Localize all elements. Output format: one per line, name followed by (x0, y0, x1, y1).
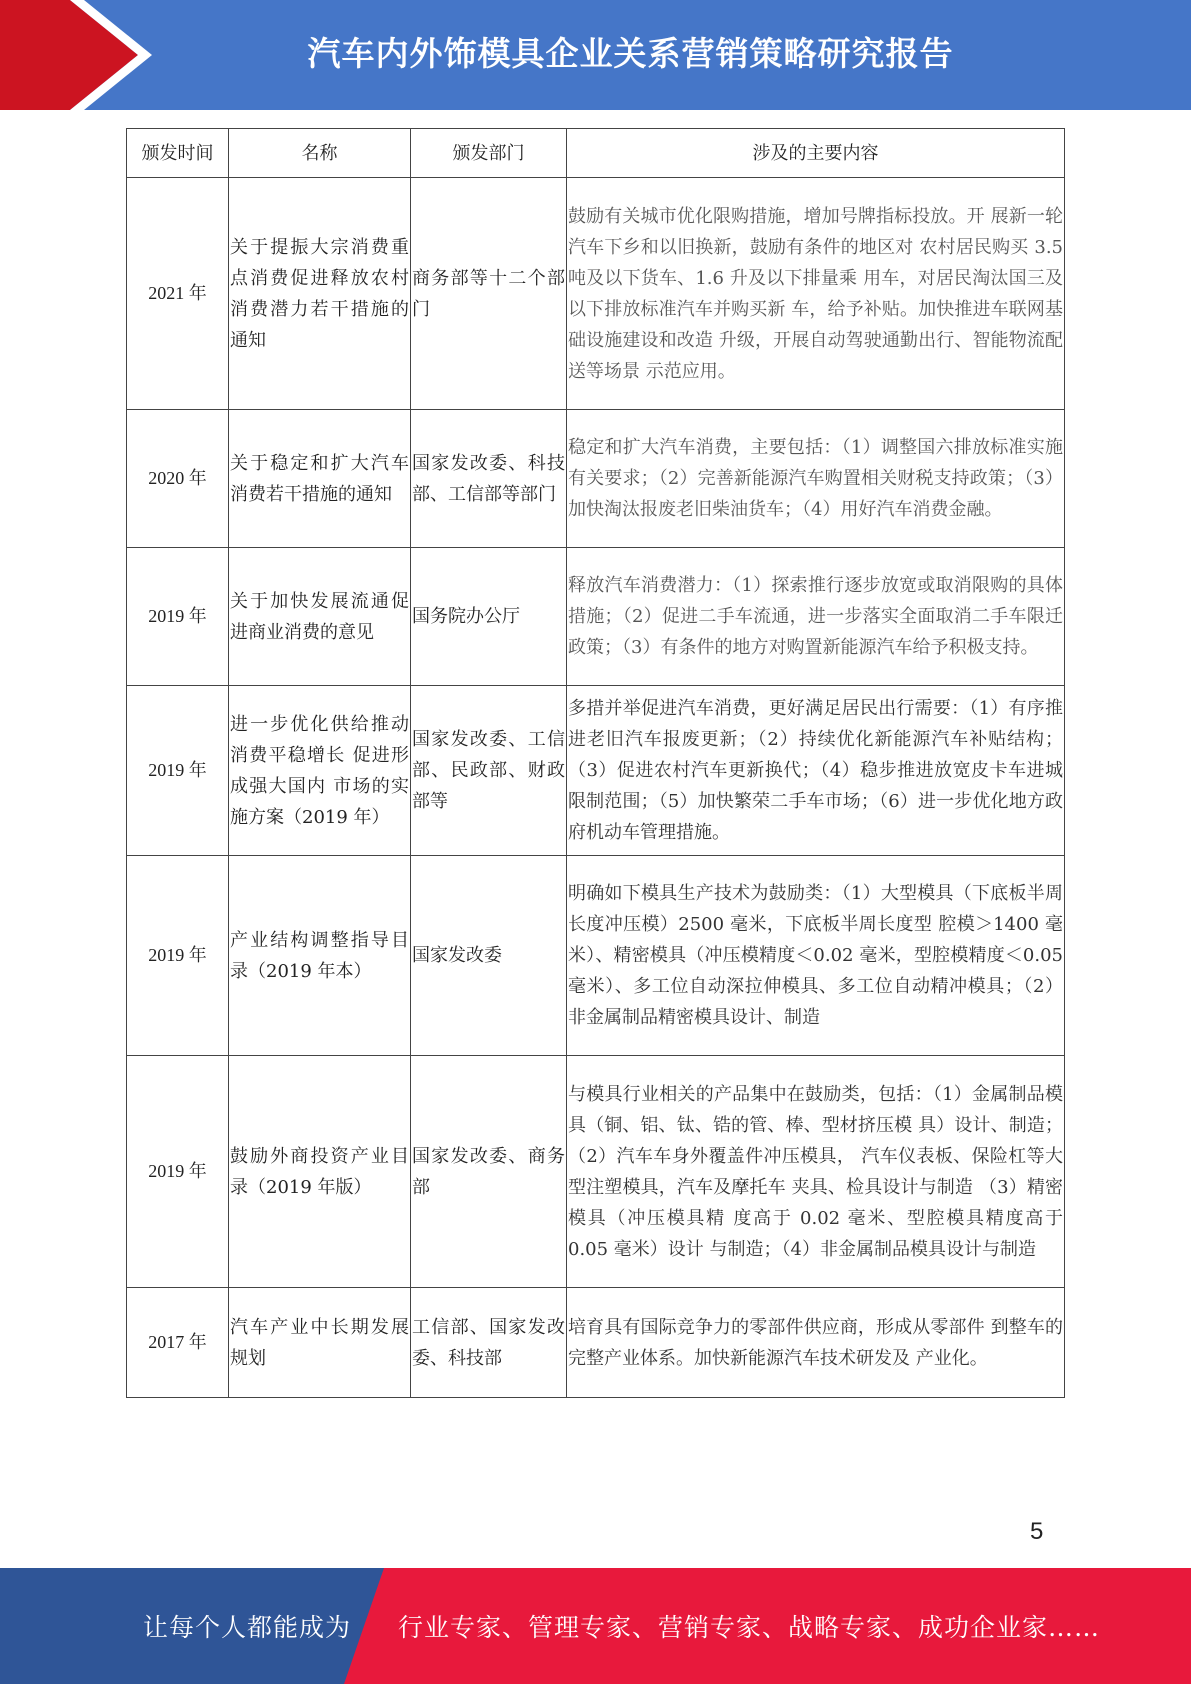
row-name: 关于稳定和扩大汽车消费若干措施的通知 (229, 410, 411, 548)
row-name: 产业结构调整指导目录（2019 年本） (229, 856, 411, 1056)
row-content: 多措并举促进汽车消费，更好满足居民出行需要：（1）有序推进老旧汽车报废更新；（2）持续优化新能源汽车补贴结构；（3）促进农村汽车更新换代；（4）稳步推进放宽皮卡车进城限制范围；（5）加快繁荣二手车市场；（6）进一步优化地方政府机动车管理措施。 (567, 686, 1065, 856)
footer-banner (0, 1568, 1191, 1684)
row-date: 2019 年 (127, 548, 229, 686)
policy-table-container (126, 128, 1064, 1398)
row-date: 2021 年 (127, 178, 229, 410)
row-dept: 国家发改委、科技部、工信部等部门 (411, 410, 567, 548)
table-row (127, 178, 1065, 410)
row-dept: 国务院办公厅 (411, 548, 567, 686)
header-dept: 颁发部门 (411, 129, 567, 178)
row-content: 与模具行业相关的产品集中在鼓励类，包括：（1）金属制品模具（铜、铝、钛、锆的管、棒、型材挤压模 具）设计、制造；（2）汽车车身外覆盖件冲压模具， 汽车仪表板、保险杠等大型注塑模具，汽车及摩托车 夹具、检具设计与制造 （3）精密模具（冲压模具精 度高于 0.02 毫米、型腔模具精度高于 0.05 毫米）设计 与制造；（4）非金属制品模具设计与制造 (567, 1056, 1065, 1288)
table-row (127, 548, 1065, 686)
row-content: 稳定和扩大汽车消费，主要包括：（1）调整国六排放标准实施有关要求；（2）完善新能源汽车购置相关财税支持政策；（3）加快淘汰报废老旧柴油货车；（4）用好汽车消费金融。 (567, 410, 1065, 548)
row-dept: 商务部等十二个部门 (411, 178, 567, 410)
row-name: 关于提振大宗消费重点消费促进释放农村消费潜力若干措施的通知 (229, 178, 411, 410)
header-date: 颁发时间 (127, 129, 229, 178)
header-content: 涉及的主要内容 (567, 129, 1065, 178)
row-dept: 国家发改委、工信部、民政部、财政部等 (411, 686, 567, 856)
table-row (127, 1288, 1065, 1398)
row-name: 进一步优化供给推动消费平稳增长 促进形成强大国内 市场的实施方案（2019 年） (229, 686, 411, 856)
header-banner (0, 0, 1191, 110)
table-row (127, 410, 1065, 548)
table-row (127, 1056, 1065, 1288)
report-title: 汽车内外饰模具企业关系营销策略研究报告 (307, 34, 954, 73)
table-header-row (127, 129, 1065, 178)
row-name: 汽车产业中长期发展规划 (229, 1288, 411, 1398)
row-name: 鼓励外商投资产业目录（2019 年版） (229, 1056, 411, 1288)
row-content: 培育具有国际竞争力的零部件供应商，形成从零部件 到整车的完整产业体系。加快新能源汽车技术研发及 产业化。 (567, 1288, 1065, 1398)
row-date: 2019 年 (127, 1056, 229, 1288)
table-row (127, 856, 1065, 1056)
row-name: 关于加快发展流通促进商业消费的意见 (229, 548, 411, 686)
row-dept: 国家发改委、商务部 (411, 1056, 567, 1288)
row-date: 2019 年 (127, 856, 229, 1056)
row-date: 2017 年 (127, 1288, 229, 1398)
row-date: 2020 年 (127, 410, 229, 548)
row-dept: 国家发改委 (411, 856, 567, 1056)
page-number: 5 (1030, 1518, 1044, 1545)
row-content: 明确如下模具生产技术为鼓励类：（1）大型模具（下底板半周长度冲压模）2500 毫米，下底板半周长度型 腔模＞1400 毫米）、精密模具（冲压模精度＜0.02 毫米，型腔模精度＜0.05 毫米）、多工位自动深拉伸模具、多工位自动精冲模具；（2）非金属制品精密模具设计、制造 (567, 856, 1065, 1056)
row-dept: 工信部、国家发改委、科技部 (411, 1288, 567, 1398)
row-date: 2019 年 (127, 686, 229, 856)
footer-slogan-right: 行业专家、管理专家、营销专家、战略专家、成功企业家…… (398, 1613, 1101, 1642)
row-content: 鼓励有关城市优化限购措施，增加号牌指标投放。开 展新一轮汽车下乡和以旧换新，鼓励有条件的地区对 农村居民购买 3.5 吨及以下货车、1.6 升及以下排量乘 用车，对居民淘汰国三及以下排放标准汽车并购买新 车，给予补贴。加快推进车联网基础设施建设和改造 升级，开展自动驾驶通勤出行、智能物流配送等场景 示范应用。 (567, 178, 1065, 410)
table-row (127, 686, 1065, 856)
footer-slogan-left: 让每个人都能成为 (143, 1613, 352, 1642)
policy-table (126, 128, 1065, 1398)
row-content: 释放汽车消费潜力：（1）探索推行逐步放宽或取消限购的具体措施；（2）促进二手车流通，进一步落实全面取消二手车限迁政策；（3）有条件的地方对购置新能源汽车给予积极支持。 (567, 548, 1065, 686)
header-name: 名称 (229, 129, 411, 178)
